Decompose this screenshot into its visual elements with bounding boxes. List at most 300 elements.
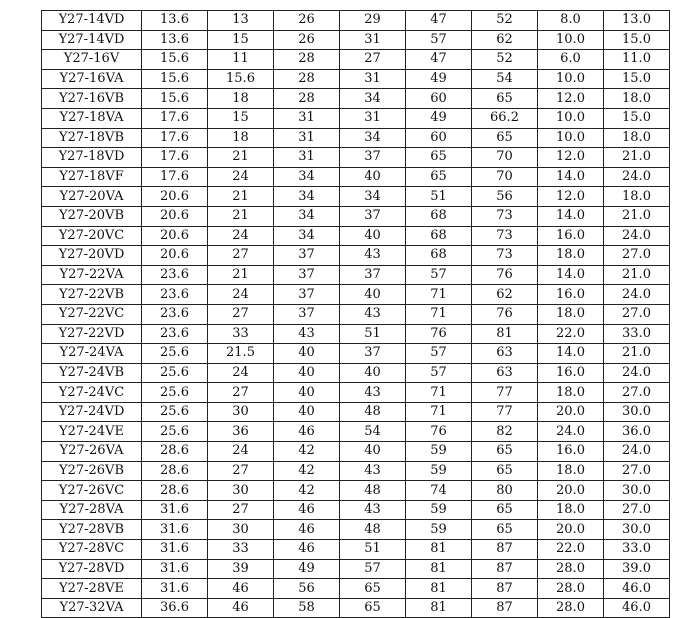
table-cell: 18.0	[538, 304, 604, 324]
table-cell: 56	[274, 579, 340, 599]
model-cell: Y27-24VD	[42, 402, 142, 422]
table-row	[42, 206, 670, 226]
table-cell: 15.6	[142, 89, 208, 109]
model-cell: Y27-24VB	[42, 363, 142, 383]
table-cell: 26	[274, 30, 340, 50]
table-cell: 24.0	[604, 442, 670, 462]
table-cell: 25.6	[142, 383, 208, 403]
model-cell: Y27-28VE	[42, 579, 142, 599]
table-cell: 14.0	[538, 167, 604, 187]
table-cell: 10.0	[538, 108, 604, 128]
table-row	[42, 402, 670, 422]
table-cell: 37	[274, 265, 340, 285]
table-cell: 65	[340, 579, 406, 599]
table-cell: 60	[406, 89, 472, 109]
table-cell: 31	[340, 108, 406, 128]
table-cell: 31.6	[142, 520, 208, 540]
table-cell: 37	[340, 344, 406, 364]
table-cell: 36.0	[604, 422, 670, 442]
table-cell: 24	[208, 226, 274, 246]
table-cell: 42	[274, 461, 340, 481]
table-cell: 65	[340, 598, 406, 618]
model-cell: Y27-20VD	[42, 246, 142, 266]
table-cell: 71	[406, 285, 472, 305]
table-cell: 14.0	[538, 265, 604, 285]
table-cell: 34	[340, 187, 406, 207]
model-cell: Y27-16VA	[42, 69, 142, 89]
table-cell: 13.0	[604, 11, 670, 31]
table-cell: 20.6	[142, 246, 208, 266]
table-cell: 20.6	[142, 206, 208, 226]
table-cell: 46	[274, 500, 340, 520]
table-cell: 87	[472, 540, 538, 560]
table-cell: 40	[340, 167, 406, 187]
model-cell: Y27-16VB	[42, 89, 142, 109]
table-cell: 40	[274, 363, 340, 383]
table-cell: 31	[274, 128, 340, 148]
table-cell: 20.0	[538, 520, 604, 540]
table-cell: 14.0	[538, 206, 604, 226]
table-cell: 15.6	[208, 69, 274, 89]
table-cell: 10.0	[538, 30, 604, 50]
table-cell: 49	[406, 108, 472, 128]
table-cell: 18.0	[604, 187, 670, 207]
table-cell: 82	[472, 422, 538, 442]
table-cell: 87	[472, 598, 538, 618]
table-row	[42, 148, 670, 168]
table-cell: 21.0	[604, 148, 670, 168]
table-cell: 21.0	[604, 265, 670, 285]
table-cell: 33	[208, 540, 274, 560]
table-cell: 47	[406, 11, 472, 31]
table-cell: 15.6	[142, 69, 208, 89]
table-cell: 31	[340, 30, 406, 50]
table-cell: 28.6	[142, 461, 208, 481]
table-cell: 31.6	[142, 540, 208, 560]
table-cell: 24	[208, 285, 274, 305]
table-row	[42, 520, 670, 540]
table-cell: 13.6	[142, 30, 208, 50]
table-cell: 46.0	[604, 579, 670, 599]
table-cell: 18.0	[538, 461, 604, 481]
table-cell: 30	[208, 481, 274, 501]
table-cell: 30.0	[604, 402, 670, 422]
table-cell: 28.0	[538, 579, 604, 599]
table-row	[42, 226, 670, 246]
table-cell: 18.0	[538, 383, 604, 403]
table-cell: 46	[208, 579, 274, 599]
table-cell: 49	[406, 69, 472, 89]
table-cell: 40	[340, 226, 406, 246]
model-cell: Y27-14VD	[42, 11, 142, 31]
table-cell: 17.6	[142, 128, 208, 148]
table-cell: 6.0	[538, 50, 604, 70]
table-cell: 8.0	[538, 11, 604, 31]
table-cell: 15	[208, 30, 274, 50]
table-cell: 24.0	[604, 363, 670, 383]
table-cell: 68	[406, 226, 472, 246]
table-cell: 60	[406, 128, 472, 148]
table-cell: 51	[406, 187, 472, 207]
table-cell: 12.0	[538, 89, 604, 109]
table-cell: 20.0	[538, 402, 604, 422]
table-cell: 18.0	[538, 500, 604, 520]
table-cell: 34	[274, 206, 340, 226]
table-cell: 16.0	[538, 285, 604, 305]
table-cell: 15.6	[142, 50, 208, 70]
table-row	[42, 500, 670, 520]
table-cell: 18	[208, 89, 274, 109]
model-cell: Y27-20VC	[42, 226, 142, 246]
table-cell: 33.0	[604, 324, 670, 344]
table-cell: 21	[208, 148, 274, 168]
table-cell: 30	[208, 402, 274, 422]
table-cell: 43	[340, 246, 406, 266]
table-cell: 24	[208, 167, 274, 187]
table-cell: 25.6	[142, 344, 208, 364]
table-cell: 46	[274, 422, 340, 442]
table-cell: 65	[472, 520, 538, 540]
table-cell: 11.0	[604, 50, 670, 70]
model-cell: Y27-26VC	[42, 481, 142, 501]
table-cell: 66.2	[472, 108, 538, 128]
table-cell: 65	[472, 89, 538, 109]
table-cell: 58	[274, 598, 340, 618]
table-cell: 15	[208, 108, 274, 128]
table-cell: 59	[406, 442, 472, 462]
table-cell: 37	[274, 246, 340, 266]
table-cell: 27.0	[604, 500, 670, 520]
table-cell: 18.0	[604, 89, 670, 109]
table-cell: 31	[340, 69, 406, 89]
table-cell: 17.6	[142, 148, 208, 168]
table-cell: 30	[208, 520, 274, 540]
table-cell: 43	[340, 383, 406, 403]
table-cell: 17.6	[142, 108, 208, 128]
table-row	[42, 89, 670, 109]
table-cell: 81	[406, 559, 472, 579]
table-cell: 80	[472, 481, 538, 501]
table-cell: 51	[340, 540, 406, 560]
table-cell: 15.0	[604, 30, 670, 50]
table-cell: 25.6	[142, 402, 208, 422]
table-cell: 40	[274, 383, 340, 403]
table-row	[42, 167, 670, 187]
table-cell: 48	[340, 402, 406, 422]
table-row	[42, 30, 670, 50]
table-cell: 16.0	[538, 442, 604, 462]
table-cell: 77	[472, 402, 538, 422]
table-cell: 81	[472, 324, 538, 344]
table-cell: 28.0	[538, 598, 604, 618]
table-cell: 40	[340, 285, 406, 305]
table-cell: 49	[274, 559, 340, 579]
model-cell: Y27-18VF	[42, 167, 142, 187]
table-cell: 21.0	[604, 206, 670, 226]
table-row	[42, 324, 670, 344]
table-cell: 77	[472, 383, 538, 403]
table-cell: 70	[472, 148, 538, 168]
model-cell: Y27-26VA	[42, 442, 142, 462]
table-cell: 37	[274, 285, 340, 305]
model-cell: Y27-22VB	[42, 285, 142, 305]
table-cell: 24.0	[538, 422, 604, 442]
table-cell: 10.0	[538, 69, 604, 89]
table-cell: 59	[406, 520, 472, 540]
table-cell: 33	[208, 324, 274, 344]
model-cell: Y27-26VB	[42, 461, 142, 481]
table-cell: 25.6	[142, 363, 208, 383]
table-cell: 76	[406, 422, 472, 442]
table-cell: 62	[472, 285, 538, 305]
table-row	[42, 69, 670, 89]
table-cell: 81	[406, 598, 472, 618]
model-cell: Y27-14VD	[42, 30, 142, 50]
spec-table-body	[42, 11, 670, 618]
table-cell: 28	[274, 69, 340, 89]
model-cell: Y27-22VA	[42, 265, 142, 285]
model-cell: Y27-16V	[42, 50, 142, 70]
table-cell: 27.0	[604, 304, 670, 324]
table-cell: 23.6	[142, 265, 208, 285]
table-cell: 31.6	[142, 500, 208, 520]
table-cell: 30.0	[604, 520, 670, 540]
table-cell: 15.0	[604, 69, 670, 89]
table-cell: 27.0	[604, 461, 670, 481]
table-row	[42, 344, 670, 364]
table-row	[42, 598, 670, 618]
table-cell: 63	[472, 344, 538, 364]
table-cell: 37	[340, 206, 406, 226]
table-cell: 27.0	[604, 246, 670, 266]
table-row	[42, 559, 670, 579]
model-cell: Y27-24VC	[42, 383, 142, 403]
table-cell: 12.0	[538, 148, 604, 168]
table-cell: 27	[340, 50, 406, 70]
table-cell: 42	[274, 442, 340, 462]
table-cell: 28	[274, 50, 340, 70]
table-cell: 24.0	[604, 285, 670, 305]
table-row	[42, 128, 670, 148]
table-cell: 51	[340, 324, 406, 344]
table-cell: 27	[208, 461, 274, 481]
table-cell: 25.6	[142, 422, 208, 442]
table-row	[42, 422, 670, 442]
table-cell: 54	[340, 422, 406, 442]
table-cell: 14.0	[538, 344, 604, 364]
table-cell: 36	[208, 422, 274, 442]
table-cell: 65	[406, 167, 472, 187]
table-cell: 28.6	[142, 481, 208, 501]
table-cell: 30.0	[604, 481, 670, 501]
table-row	[42, 11, 670, 31]
model-cell: Y27-20VA	[42, 187, 142, 207]
table-row	[42, 304, 670, 324]
table-row	[42, 187, 670, 207]
table-cell: 42	[274, 481, 340, 501]
table-cell: 57	[340, 559, 406, 579]
table-cell: 34	[274, 167, 340, 187]
model-cell: Y27-28VA	[42, 500, 142, 520]
table-cell: 31.6	[142, 579, 208, 599]
table-cell: 34	[340, 128, 406, 148]
table-cell: 21	[208, 187, 274, 207]
table-cell: 20.0	[538, 481, 604, 501]
model-cell: Y27-28VC	[42, 540, 142, 560]
table-cell: 68	[406, 206, 472, 226]
table-cell: 63	[472, 363, 538, 383]
table-cell: 71	[406, 383, 472, 403]
table-cell: 13.6	[142, 11, 208, 31]
table-cell: 81	[406, 579, 472, 599]
model-cell: Y27-18VA	[42, 108, 142, 128]
table-cell: 18.0	[604, 128, 670, 148]
table-cell: 76	[472, 304, 538, 324]
table-cell: 24	[208, 363, 274, 383]
table-cell: 76	[472, 265, 538, 285]
table-cell: 65	[472, 500, 538, 520]
table-row	[42, 481, 670, 501]
table-cell: 43	[340, 304, 406, 324]
table-cell: 57	[406, 265, 472, 285]
table-cell: 57	[406, 363, 472, 383]
table-cell: 87	[472, 579, 538, 599]
table-cell: 34	[340, 89, 406, 109]
table-cell: 48	[340, 481, 406, 501]
table-cell: 21.0	[604, 344, 670, 364]
table-cell: 33.0	[604, 540, 670, 560]
table-cell: 57	[406, 30, 472, 50]
table-cell: 31.6	[142, 559, 208, 579]
model-cell: Y27-18VB	[42, 128, 142, 148]
table-cell: 52	[472, 50, 538, 70]
model-cell: Y27-20VB	[42, 206, 142, 226]
table-cell: 21	[208, 206, 274, 226]
table-cell: 43	[340, 500, 406, 520]
table-cell: 47	[406, 50, 472, 70]
table-cell: 65	[406, 148, 472, 168]
table-cell: 31	[274, 108, 340, 128]
table-cell: 74	[406, 481, 472, 501]
table-cell: 39	[208, 559, 274, 579]
table-cell: 71	[406, 402, 472, 422]
table-cell: 22.0	[538, 324, 604, 344]
table-cell: 24.0	[604, 226, 670, 246]
table-cell: 46	[208, 598, 274, 618]
table-row	[42, 442, 670, 462]
table-row	[42, 540, 670, 560]
table-cell: 56	[472, 187, 538, 207]
table-cell: 23.6	[142, 304, 208, 324]
table-cell: 18.0	[538, 246, 604, 266]
table-cell: 87	[472, 559, 538, 579]
table-cell: 52	[472, 11, 538, 31]
table-cell: 16.0	[538, 226, 604, 246]
model-cell: Y27-22VC	[42, 304, 142, 324]
table-cell: 12.0	[538, 187, 604, 207]
table-cell: 24.0	[604, 167, 670, 187]
table-cell: 73	[472, 226, 538, 246]
table-cell: 13	[208, 11, 274, 31]
table-cell: 27	[208, 383, 274, 403]
table-cell: 20.6	[142, 187, 208, 207]
table-cell: 62	[472, 30, 538, 50]
table-row	[42, 285, 670, 305]
table-cell: 48	[340, 520, 406, 540]
table-cell: 27	[208, 500, 274, 520]
model-cell: Y27-32VA	[42, 598, 142, 618]
table-cell: 21	[208, 265, 274, 285]
table-cell: 37	[274, 304, 340, 324]
table-row	[42, 383, 670, 403]
table-cell: 40	[274, 402, 340, 422]
table-cell: 28	[274, 89, 340, 109]
table-cell: 24	[208, 442, 274, 462]
table-cell: 40	[274, 344, 340, 364]
table-cell: 37	[340, 148, 406, 168]
table-cell: 43	[274, 324, 340, 344]
table-cell: 36.6	[142, 598, 208, 618]
table-row	[42, 246, 670, 266]
table-cell: 26	[274, 11, 340, 31]
table-cell: 59	[406, 461, 472, 481]
table-cell: 54	[472, 69, 538, 89]
table-row	[42, 461, 670, 481]
table-row	[42, 363, 670, 383]
table-cell: 34	[274, 187, 340, 207]
model-cell: Y27-28VB	[42, 520, 142, 540]
table-row	[42, 50, 670, 70]
table-cell: 81	[406, 540, 472, 560]
table-cell: 27.0	[604, 383, 670, 403]
table-cell: 27	[208, 246, 274, 266]
table-cell: 31	[274, 148, 340, 168]
table-cell: 73	[472, 206, 538, 226]
table-row	[42, 265, 670, 285]
table-cell: 46	[274, 540, 340, 560]
model-cell: Y27-24VE	[42, 422, 142, 442]
table-cell: 21.5	[208, 344, 274, 364]
table-cell: 73	[472, 246, 538, 266]
table-cell: 15.0	[604, 108, 670, 128]
table-cell: 10.0	[538, 128, 604, 148]
table-cell: 46.0	[604, 598, 670, 618]
spec-table	[41, 10, 670, 618]
table-cell: 28.6	[142, 442, 208, 462]
spec-table-wrapper	[41, 10, 670, 618]
table-cell: 23.6	[142, 285, 208, 305]
table-cell: 28.0	[538, 559, 604, 579]
table-cell: 17.6	[142, 167, 208, 187]
table-cell: 40	[340, 442, 406, 462]
table-cell: 18	[208, 128, 274, 148]
table-cell: 43	[340, 461, 406, 481]
table-cell: 46	[274, 520, 340, 540]
table-cell: 70	[472, 167, 538, 187]
table-cell: 11	[208, 50, 274, 70]
table-cell: 65	[472, 461, 538, 481]
table-cell: 23.6	[142, 324, 208, 344]
table-row	[42, 108, 670, 128]
table-cell: 34	[274, 226, 340, 246]
table-row	[42, 579, 670, 599]
table-cell: 27	[208, 304, 274, 324]
table-cell: 65	[472, 442, 538, 462]
table-cell: 68	[406, 246, 472, 266]
table-cell: 40	[340, 363, 406, 383]
table-cell: 59	[406, 500, 472, 520]
model-cell: Y27-22VD	[42, 324, 142, 344]
